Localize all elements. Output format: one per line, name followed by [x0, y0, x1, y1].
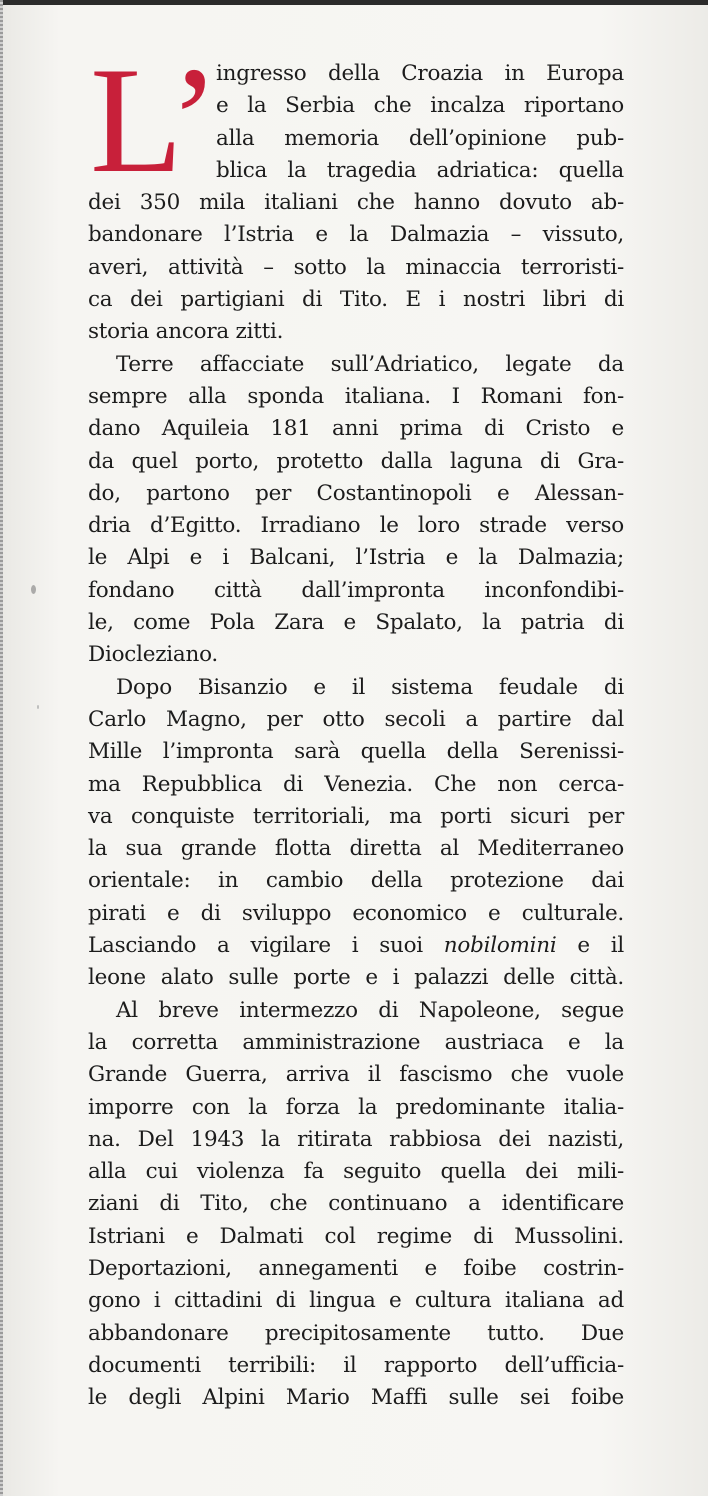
text-line: la corretta amministrazione austriaca e la — [88, 1029, 624, 1055]
text-line: fondano città dall’impronta inconfondibi- — [88, 577, 624, 603]
text-line: ca dei partigiani di Tito. E i nostri libri di — [88, 287, 624, 313]
text-line: Dopo Bisanzio e il sistema feudale di — [116, 674, 624, 700]
text-line: Grande Guerra, arriva il fascismo che vuole — [88, 1062, 624, 1088]
text-line: abbandonare precipitosamente tutto. Due — [88, 1320, 624, 1346]
text-line: bandonare l’Istria e la Dalmazia – vissuto, — [88, 222, 624, 248]
text-line: blica la tragedia adriatica: quella — [216, 157, 624, 183]
italic-word: nobilomini — [443, 933, 557, 959]
text-line: dei 350 mila italiani che hanno dovuto ab- — [88, 190, 624, 216]
text-line: ziani di Tito, che continuano a identificare — [88, 1191, 624, 1217]
text-line: Terre affacciate sull’Adriatico, legate da — [116, 351, 624, 377]
text-line: orientale: in cambio della protezione dai — [88, 868, 624, 894]
text-fragment: Lasciando a vigilare i suoi — [88, 933, 423, 959]
text-line: na. Del 1943 la ritirata rabbiosa dei nazisti, — [88, 1126, 624, 1152]
text-line: alla cui violenza fa seguito quella dei mili- — [88, 1159, 624, 1185]
drop-cap: L’ — [90, 36, 220, 204]
text-line: averi, attività – sotto la minaccia terroristi- — [88, 254, 624, 280]
text-line: dano Aquileia 181 anni prima di Cristo e — [88, 416, 624, 442]
text-line: imporre con la forza la predominante italia- — [88, 1094, 624, 1120]
text-line: le Alpi e i Balcani, l’Istria e la Dalmazia; — [88, 545, 624, 571]
text-line: le, come Pola Zara e Spalato, la patria di — [88, 610, 624, 636]
text-line: pirati e di sviluppo economico e culturale. — [88, 900, 624, 926]
paragraph-3 — [88, 672, 624, 995]
text-line: va conquiste territoriali, ma porti sicuri per — [88, 803, 624, 829]
text-line: documenti terribili: il rapporto dell’ufficia- — [88, 1352, 624, 1378]
text-line: ma Repubblica di Venezia. Che non cerca- — [88, 771, 624, 797]
text-line: leone alato sulle porte e i palazzi delle città. — [88, 965, 624, 991]
text-line: storia ancora zitti. — [88, 319, 284, 345]
text-line: Deportazioni, annegamenti e foibe costrin- — [88, 1255, 624, 1281]
paper-speck — [37, 705, 39, 709]
text-line: da quel porto, protetto dalla laguna di Gra- — [88, 448, 624, 474]
text-line: dria d’Egitto. Irradiano le loro strade verso — [88, 513, 624, 539]
text-line: gono i cittadini di lingua e cultura italiana ad — [88, 1288, 624, 1314]
text-line: do, partono per Costantinopoli e Alessan- — [88, 480, 624, 506]
text-line: sempre alla sponda italiana. I Romani fon- — [88, 383, 624, 409]
paragraph-4 — [88, 995, 624, 1415]
text-line: Diocleziano. — [88, 642, 218, 668]
page-top-border — [0, 0, 708, 5]
text-line: Al breve intermezzo di Napoleone, segue — [116, 997, 624, 1023]
text-fragment: e il — [556, 933, 624, 959]
text-line: e la Serbia che incalza riportano — [216, 93, 624, 119]
text-line: ingresso della Croazia in Europa — [216, 61, 624, 86]
page-binding-edge — [0, 0, 3, 1496]
text-line: Mille l’impronta sarà quella della Serenissi- — [88, 739, 624, 765]
text-line: alla memoria dell’opinione pub- — [216, 125, 624, 151]
text-line: le degli Alpini Mario Maffi sulle sei foibe — [88, 1385, 624, 1411]
paragraph-2 — [88, 349, 624, 672]
text-line: Carlo Magno, per otto secoli a partire dal — [88, 706, 624, 732]
article-body — [88, 36, 624, 1414]
paper-speck — [31, 585, 36, 594]
text-line-with-italic — [88, 930, 624, 962]
paragraph-1 — [88, 36, 624, 349]
text-line: la sua grande flotta diretta al Mediterraneo — [88, 836, 624, 862]
text-line: Istriani e Dalmati col regime di Mussolini. — [88, 1223, 624, 1249]
